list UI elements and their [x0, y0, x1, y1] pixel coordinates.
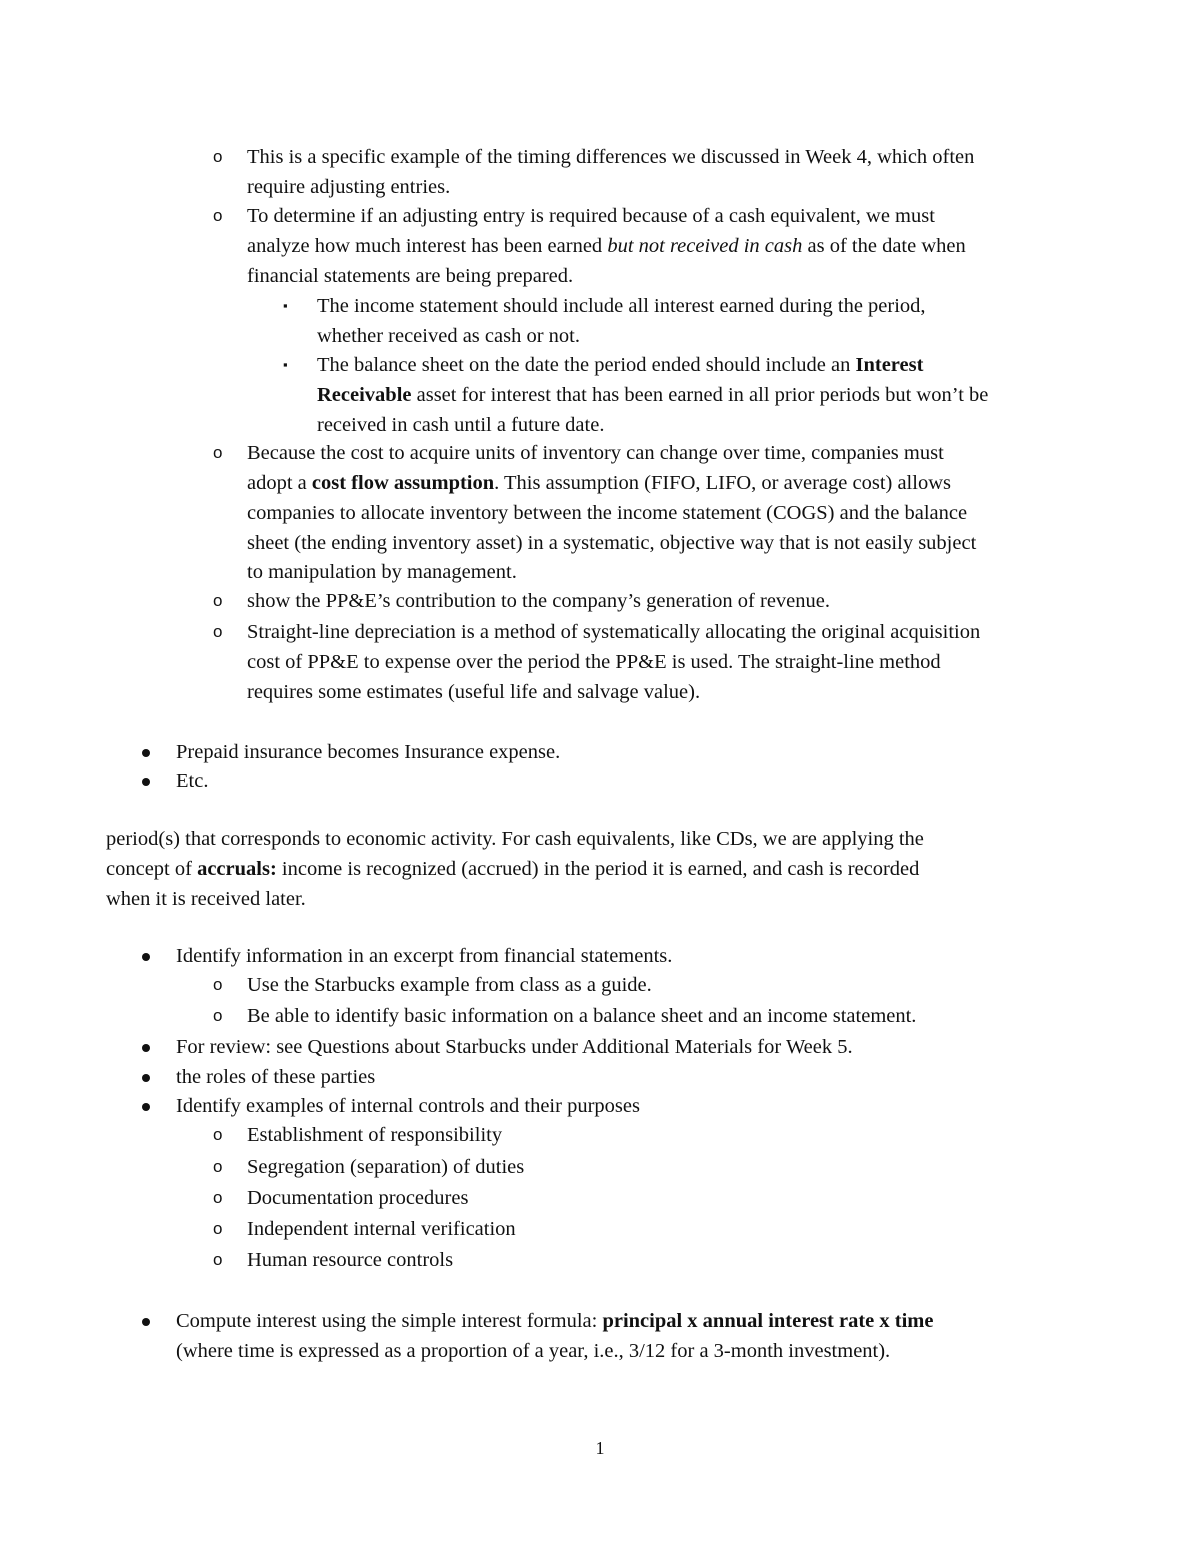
- item-text: analyze how much interest has been earned but not received in cash as of the date when: [247, 235, 966, 257]
- item-text: (where time is expressed as a proportion of a year, i.e., 3/12 for a 3-month investment).: [176, 1340, 891, 1362]
- circle-marker: o: [213, 1188, 223, 1207]
- bullet-dot: [142, 778, 150, 786]
- bullet-dot: [142, 1318, 150, 1326]
- item-text: Straight-line depreciation is a method of systematically allocating the original acquisition: [247, 621, 981, 643]
- item-text: Human resource controls: [247, 1249, 454, 1271]
- circle-marker: o: [213, 622, 223, 641]
- item-text: whether received as cash or not.: [317, 325, 580, 347]
- item-text: requires some estimates (useful life and salvage value).: [247, 681, 701, 703]
- bold-term: Receivable: [317, 384, 412, 406]
- circle-marker: o: [213, 1125, 223, 1144]
- item-text: Independent internal verification: [247, 1218, 516, 1240]
- item-text: show the PP&E’s contribution to the company’s generation of revenue.: [247, 590, 830, 612]
- item-text: Use the Starbucks example from class as a guide.: [247, 974, 652, 996]
- item-text: The income statement should include all interest earned during the period,: [317, 295, 926, 317]
- circle-marker: o: [213, 1157, 223, 1176]
- paragraph-line: when it is received later.: [106, 888, 306, 910]
- item-text: Compute interest using the simple interest formula: principal x annual interest rate x time: [176, 1310, 934, 1332]
- circle-marker: o: [213, 443, 223, 462]
- item-text: adopt a cost flow assumption. This assumption (FIFO, LIFO, or average cost) allows: [247, 472, 951, 494]
- bullet-dot: [142, 1074, 150, 1082]
- bold-term: accruals:: [197, 858, 277, 880]
- bold-term: Interest: [855, 354, 924, 376]
- item-text: sheet (the ending inventory asset) in a systematic, objective way that is not easily subject: [247, 532, 977, 554]
- item-text: Segregation (separation) of duties: [247, 1156, 525, 1178]
- item-text: cost of PP&E to expense over the period the PP&E is used. The straight-line method: [247, 651, 941, 673]
- page-number: 1: [595, 1438, 605, 1458]
- paragraph-line: period(s) that corresponds to economic activity. For cash equivalents, like CDs, we are applying the: [106, 828, 924, 850]
- item-text: received in cash until a future date.: [317, 414, 605, 436]
- emphasis-text: but not received in cash: [607, 235, 803, 257]
- item-text: For review: see Questions about Starbucks under Additional Materials for Week 5.: [176, 1036, 853, 1058]
- item-text: Documentation procedures: [247, 1187, 469, 1209]
- item-text: the roles of these parties: [176, 1066, 376, 1088]
- item-text: Etc.: [176, 770, 209, 792]
- bullet-dot: [142, 1103, 150, 1111]
- circle-marker: o: [213, 1006, 223, 1025]
- item-text: To determine if an adjusting entry is required because of a cash equivalent, we must: [247, 205, 935, 227]
- bullet-dot: [142, 1044, 150, 1052]
- bold-formula: principal x annual interest rate x time: [602, 1310, 934, 1332]
- circle-marker: o: [213, 1219, 223, 1238]
- item-text: Identify information in an excerpt from financial statements.: [176, 945, 673, 967]
- item-text: The balance sheet on the date the period ended should include an Interest: [317, 354, 924, 376]
- circle-marker: o: [213, 147, 223, 166]
- item-text: companies to allocate inventory between the income statement (COGS) and the balance: [247, 502, 968, 524]
- square-marker: ▪: [283, 357, 288, 372]
- item-text: Establishment of responsibility: [247, 1124, 503, 1146]
- item-text: Be able to identify basic information on a balance sheet and an income statement.: [247, 1005, 917, 1027]
- item-text: Identify examples of internal controls and their purposes: [176, 1095, 640, 1117]
- item-text: This is a specific example of the timing differences we discussed in Week 4, which often: [247, 146, 975, 168]
- bold-term: cost flow assumption: [311, 472, 495, 494]
- item-text: to manipulation by management.: [247, 561, 517, 583]
- bullet-dot: [142, 953, 150, 961]
- circle-marker: o: [213, 591, 223, 610]
- paragraph-line: concept of accruals: income is recognized (accrued) in the period it is earned, and cash is recorded: [106, 858, 920, 880]
- circle-marker: o: [213, 975, 223, 994]
- item-text: Prepaid insurance becomes Insurance expense.: [176, 741, 561, 763]
- circle-marker: o: [213, 206, 223, 225]
- circle-marker: o: [213, 1250, 223, 1269]
- item-text: Receivable asset for interest that has been earned in all prior periods but won’t be: [317, 384, 989, 406]
- item-text: financial statements are being prepared.: [247, 265, 574, 287]
- item-text: require adjusting entries.: [247, 176, 451, 198]
- square-marker: ▪: [283, 298, 288, 313]
- bullet-dot: [142, 749, 150, 757]
- item-text: Because the cost to acquire units of inventory can change over time, companies must: [247, 442, 944, 464]
